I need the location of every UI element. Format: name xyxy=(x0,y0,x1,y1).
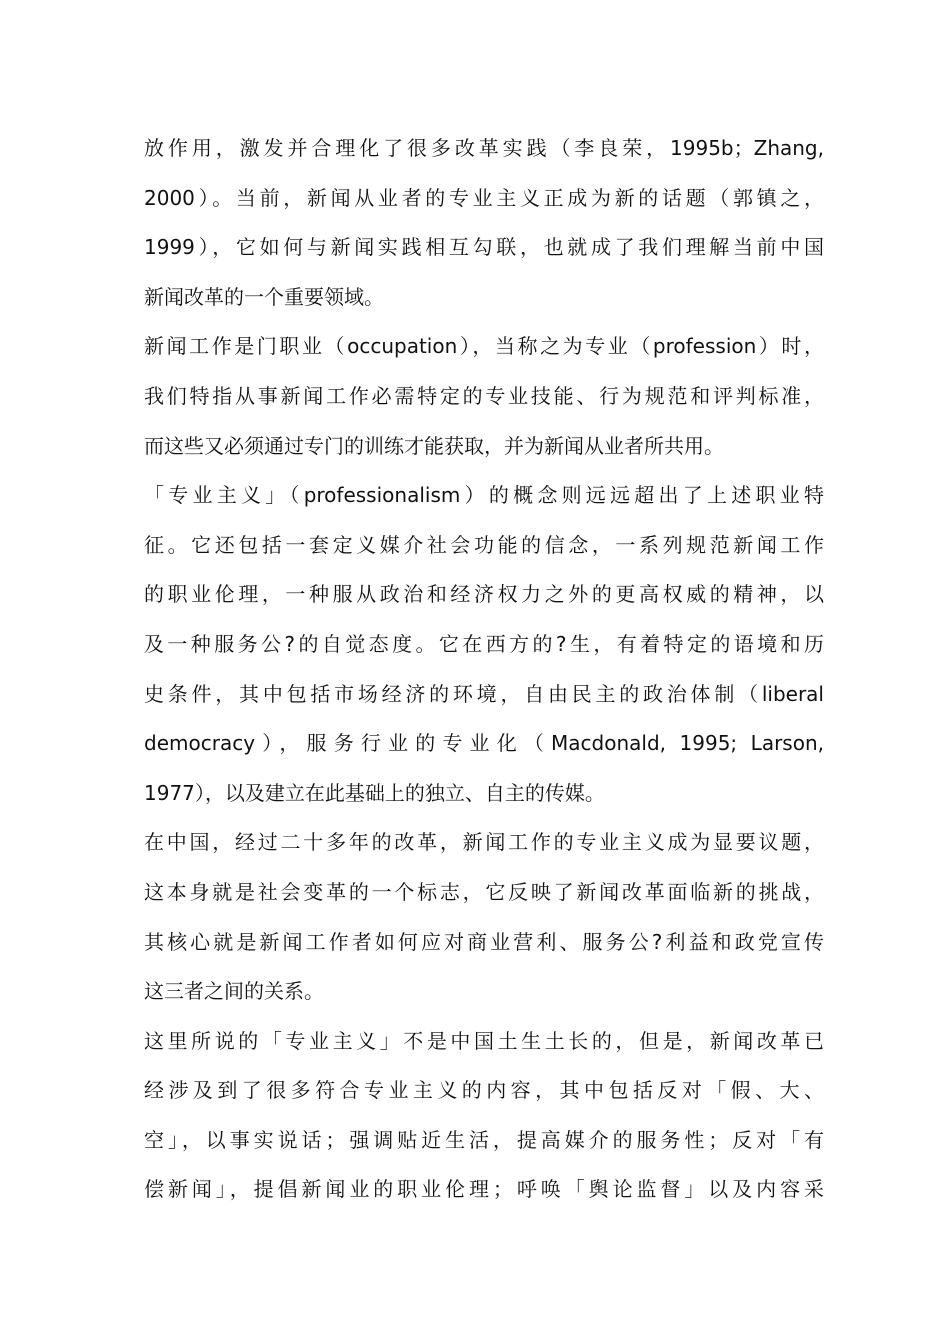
text-line: 这里所说的「专业主义」不是中国土生土长的，但是，新闻改革已 xyxy=(144,1028,824,1053)
text-line: 偿新闻」，提倡新闻业的职业伦理；呼唤「舆论监督」以及内容采 xyxy=(144,1177,824,1202)
text-line: 1977），以及建立在此基础上的独立、自主的传媒。 xyxy=(144,780,605,805)
text-line: 而这些又必须通过专门的训练才能获取，并为新闻从业者所共用。 xyxy=(144,433,724,458)
text-line: 这本身就是社会变革的一个标志，它反映了新闻改革面临新的挑战， xyxy=(144,879,824,904)
text-line: 在中国，经过二十多年的改革，新闻工作的专业主义成为显要议题， xyxy=(144,830,824,855)
text-line: 征。它还包括一套定义媒介社会功能的信念，一系列规范新闻工作 xyxy=(144,532,824,557)
text-line: democracy），服务行业的专业化（Macdonald, 1995; Larson, xyxy=(144,731,824,756)
text-line: 1999），它如何与新闻实践相互勾联，也就成了我们理解当前中国 xyxy=(144,235,824,260)
text-line: 及一种服务公?的自觉态度。它在西方的?生，有着特定的语境和历 xyxy=(144,631,824,656)
text-line: 史条件，其中包括市场经济的环境，自由民主的政治体制（liberal xyxy=(144,681,824,706)
text-line: 我们特指从事新闻工作必需特定的专业技能、行为规范和评判标准， xyxy=(144,383,824,408)
text-line: 经涉及到了很多符合专业主义的内容，其中包括反对「假、大、 xyxy=(144,1078,824,1103)
text-line: 放作用，激发并合理化了很多改革实践（李良荣，1995b；Zhang, xyxy=(144,136,824,160)
text-line: 新闻改革的一个重要领域。 xyxy=(144,284,384,309)
text-line: 新闻工作是门职业（occupation），当称之为专业（profession）时， xyxy=(144,334,824,359)
text-line: 空」，以事实说话；强调贴近生活，提高媒介的服务性；反对「有 xyxy=(144,1127,824,1152)
text-line: 其核心就是新闻工作者如何应对商业营利、服务公?利益和政党宣传 xyxy=(144,929,824,954)
text-line: 的职业伦理，一种服从政治和经济权力之外的更高权威的精神，以 xyxy=(144,582,824,607)
body-text xyxy=(144,124,824,1215)
text-line: 「专业主义」（professionalism）的概念则远远超出了上述职业特 xyxy=(144,483,824,508)
text-line: 这三者之间的关系。 xyxy=(144,979,324,1004)
text-line: 2000）。当前，新闻从业者的专业主义正成为新的话题（郭镇之， xyxy=(144,185,824,210)
